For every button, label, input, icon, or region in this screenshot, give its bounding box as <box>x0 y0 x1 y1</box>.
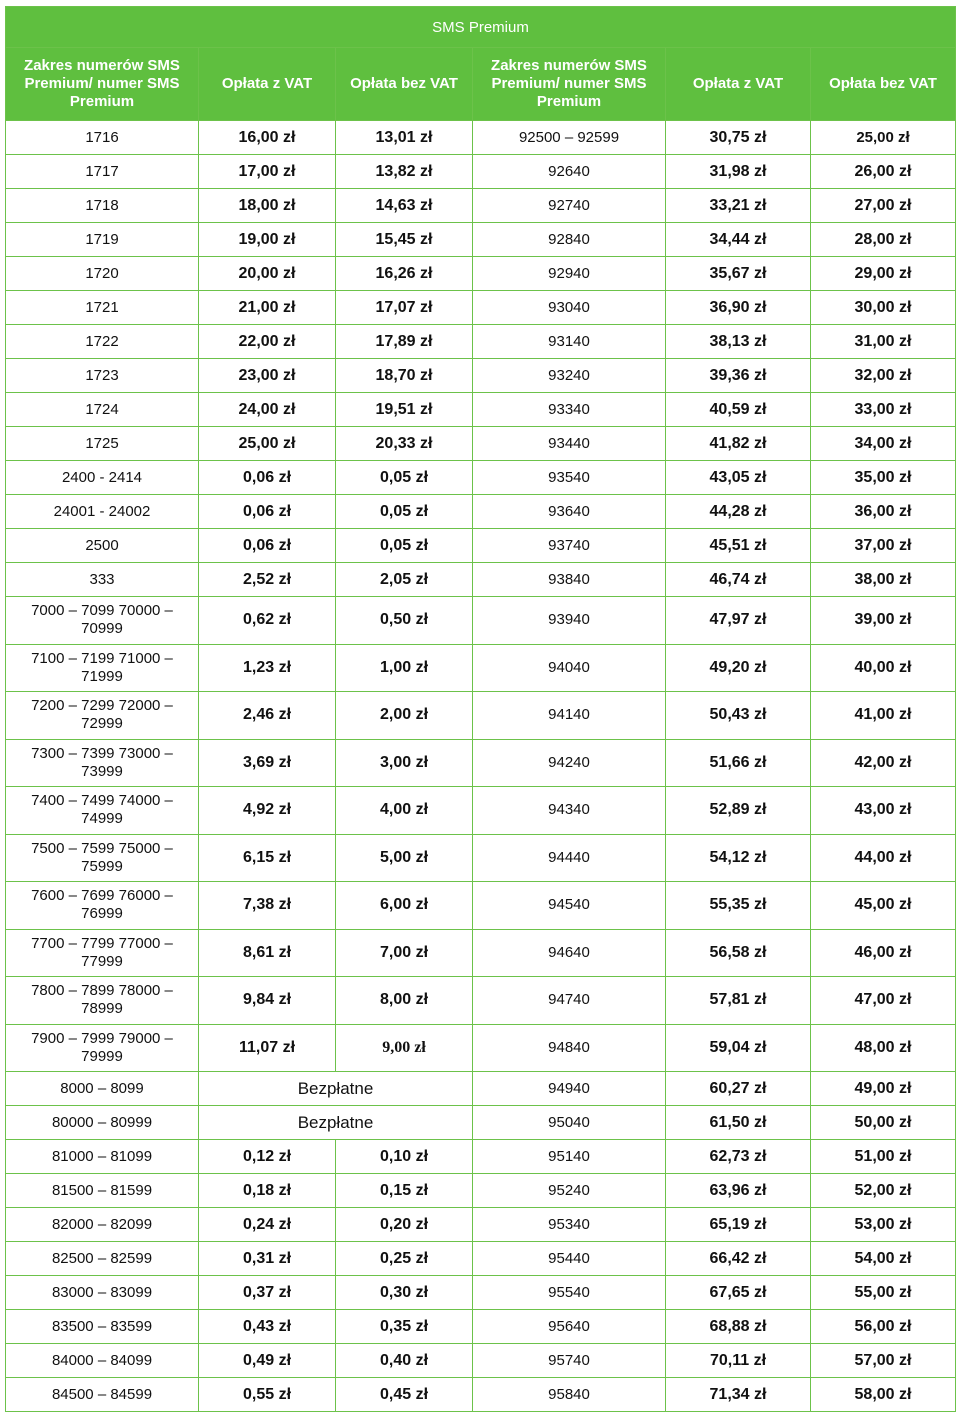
header-vat-right: Opłata z VAT <box>666 48 811 121</box>
price-vat-cell: 60,27 zł <box>666 1072 811 1106</box>
number-range-cell: 7300 – 7399 73000 – 73999 <box>6 739 199 787</box>
price-netto-cell: 29,00 zł <box>811 257 956 291</box>
table-title: SMS Premium <box>6 7 956 48</box>
price-vat-cell: 46,74 zł <box>666 563 811 597</box>
price-vat-cell: 0,06 zł <box>199 461 336 495</box>
price-vat-cell: 0,31 zł <box>199 1242 336 1276</box>
price-netto-cell: 0,05 zł <box>336 529 473 563</box>
price-netto-cell: 33,00 zł <box>811 393 956 427</box>
price-netto-cell: 6,00 zł <box>336 882 473 930</box>
table-row <box>6 1174 956 1208</box>
price-netto-cell: 0,05 zł <box>336 461 473 495</box>
price-netto-cell: 0,35 zł <box>336 1310 473 1344</box>
price-netto-cell: 0,20 zł <box>336 1208 473 1242</box>
price-vat-cell: 0,12 zł <box>199 1140 336 1174</box>
price-vat-cell: 70,11 zł <box>666 1344 811 1378</box>
table-row <box>6 529 956 563</box>
price-netto-cell: 0,50 zł <box>336 597 473 645</box>
price-netto-cell: 5,00 zł <box>336 834 473 882</box>
number-range-cell: 82500 – 82599 <box>6 1242 199 1276</box>
price-vat-cell: 54,12 zł <box>666 834 811 882</box>
price-vat-cell: 47,97 zł <box>666 597 811 645</box>
price-vat-cell: 52,89 zł <box>666 787 811 835</box>
price-netto-cell: 0,15 zł <box>336 1174 473 1208</box>
price-netto-cell: 4,00 zł <box>336 787 473 835</box>
price-vat-cell: 22,00 zł <box>199 325 336 359</box>
table-row <box>6 563 956 597</box>
price-netto-cell: 26,00 zł <box>811 155 956 189</box>
price-vat-cell: 8,61 zł <box>199 929 336 977</box>
header-range-left: Zakres numerów SMS Premium/ numer SMS Premium <box>6 48 199 121</box>
table-row <box>6 977 956 1025</box>
free-price-cell: Bezpłatne <box>199 1106 473 1140</box>
price-vat-cell: 0,06 zł <box>199 529 336 563</box>
price-netto-cell: 44,00 zł <box>811 834 956 882</box>
number-range-cell: 2400 - 2414 <box>6 461 199 495</box>
price-netto-cell: 50,00 zł <box>811 1106 956 1140</box>
price-vat-cell: 45,51 zł <box>666 529 811 563</box>
price-vat-cell: 49,20 zł <box>666 644 811 692</box>
price-vat-cell: 7,38 zł <box>199 882 336 930</box>
price-vat-cell: 21,00 zł <box>199 291 336 325</box>
price-vat-cell: 24,00 zł <box>199 393 336 427</box>
number-range-cell: 94140 <box>473 692 666 740</box>
price-vat-cell: 23,00 zł <box>199 359 336 393</box>
price-vat-cell: 67,65 zł <box>666 1276 811 1310</box>
table-row <box>6 739 956 787</box>
number-range-cell: 93740 <box>473 529 666 563</box>
number-range-cell: 8000 – 8099 <box>6 1072 199 1106</box>
price-netto-cell: 42,00 zł <box>811 739 956 787</box>
price-netto-cell: 0,05 zł <box>336 495 473 529</box>
price-vat-cell: 66,42 zł <box>666 1242 811 1276</box>
number-range-cell: 94240 <box>473 739 666 787</box>
number-range-cell: 95640 <box>473 1310 666 1344</box>
table-row <box>6 692 956 740</box>
price-netto-cell: 0,10 zł <box>336 1140 473 1174</box>
number-range-cell: 93140 <box>473 325 666 359</box>
table-row <box>6 121 956 155</box>
price-vat-cell: 0,62 zł <box>199 597 336 645</box>
number-range-cell: 7000 – 7099 70000 – 70999 <box>6 597 199 645</box>
price-netto-cell: 55,00 zł <box>811 1276 956 1310</box>
price-vat-cell: 34,44 zł <box>666 223 811 257</box>
price-vat-cell: 51,66 zł <box>666 739 811 787</box>
number-range-cell: 93440 <box>473 427 666 461</box>
number-range-cell: 1725 <box>6 427 199 461</box>
price-vat-cell: 0,18 zł <box>199 1174 336 1208</box>
price-netto-cell: 8,00 zł <box>336 977 473 1025</box>
price-netto-cell: 0,40 zł <box>336 1344 473 1378</box>
price-netto-cell: 14,63 zł <box>336 189 473 223</box>
table-row <box>6 597 956 645</box>
number-range-cell: 81500 – 81599 <box>6 1174 199 1208</box>
number-range-cell: 92840 <box>473 223 666 257</box>
price-netto-cell: 49,00 zł <box>811 1072 956 1106</box>
price-vat-cell: 44,28 zł <box>666 495 811 529</box>
number-range-cell: 94740 <box>473 977 666 1025</box>
number-range-cell: 1716 <box>6 121 199 155</box>
price-netto-cell: 19,51 zł <box>336 393 473 427</box>
price-vat-cell: 56,58 zł <box>666 929 811 977</box>
number-range-cell: 95240 <box>473 1174 666 1208</box>
price-vat-cell: 3,69 zł <box>199 739 336 787</box>
price-netto-cell: 45,00 zł <box>811 882 956 930</box>
price-vat-cell: 1,23 zł <box>199 644 336 692</box>
table-row <box>6 1140 956 1174</box>
number-range-cell: 93540 <box>473 461 666 495</box>
price-netto-cell: 0,25 zł <box>336 1242 473 1276</box>
number-range-cell: 95140 <box>473 1140 666 1174</box>
table-row <box>6 834 956 882</box>
price-vat-cell: 50,43 zł <box>666 692 811 740</box>
price-netto-cell: 9,00 zł <box>336 1024 473 1072</box>
price-netto-cell: 51,00 zł <box>811 1140 956 1174</box>
table-row <box>6 1242 956 1276</box>
price-netto-cell: 17,89 zł <box>336 325 473 359</box>
price-vat-cell: 35,67 zł <box>666 257 811 291</box>
price-netto-cell: 3,00 zł <box>336 739 473 787</box>
price-vat-cell: 0,37 zł <box>199 1276 336 1310</box>
price-vat-cell: 0,43 zł <box>199 1310 336 1344</box>
price-netto-cell: 13,82 zł <box>336 155 473 189</box>
number-range-cell: 1722 <box>6 325 199 359</box>
price-vat-cell: 11,07 zł <box>199 1024 336 1072</box>
number-range-cell: 95040 <box>473 1106 666 1140</box>
number-range-cell: 94640 <box>473 929 666 977</box>
table-row <box>6 291 956 325</box>
price-vat-cell: 16,00 zł <box>199 121 336 155</box>
number-range-cell: 95740 <box>473 1344 666 1378</box>
price-netto-cell: 34,00 zł <box>811 427 956 461</box>
number-range-cell: 92940 <box>473 257 666 291</box>
price-vat-cell: 36,90 zł <box>666 291 811 325</box>
price-netto-cell: 28,00 zł <box>811 223 956 257</box>
number-range-cell: 7100 – 7199 71000 – 71999 <box>6 644 199 692</box>
price-vat-cell: 43,05 zł <box>666 461 811 495</box>
price-vat-cell: 68,88 zł <box>666 1310 811 1344</box>
number-range-cell: 95340 <box>473 1208 666 1242</box>
price-vat-cell: 19,00 zł <box>199 223 336 257</box>
price-vat-cell: 25,00 zł <box>199 427 336 461</box>
price-netto-cell: 2,05 zł <box>336 563 473 597</box>
price-netto-cell: 52,00 zł <box>811 1174 956 1208</box>
price-netto-cell: 48,00 zł <box>811 1024 956 1072</box>
price-netto-cell: 18,70 zł <box>336 359 473 393</box>
number-range-cell: 94440 <box>473 834 666 882</box>
table-row <box>6 257 956 291</box>
table-row <box>6 1208 956 1242</box>
number-range-cell: 92740 <box>473 189 666 223</box>
price-netto-cell: 39,00 zł <box>811 597 956 645</box>
number-range-cell: 84500 – 84599 <box>6 1378 199 1412</box>
price-netto-cell: 57,00 zł <box>811 1344 956 1378</box>
number-range-cell: 95440 <box>473 1242 666 1276</box>
price-netto-cell: 40,00 zł <box>811 644 956 692</box>
price-vat-cell: 59,04 zł <box>666 1024 811 1072</box>
number-range-cell: 94540 <box>473 882 666 930</box>
price-vat-cell: 71,34 zł <box>666 1378 811 1412</box>
price-vat-cell: 61,50 zł <box>666 1106 811 1140</box>
number-range-cell: 1718 <box>6 189 199 223</box>
price-vat-cell: 63,96 zł <box>666 1174 811 1208</box>
header-netto-right: Opłata bez VAT <box>811 48 956 121</box>
number-range-cell: 95540 <box>473 1276 666 1310</box>
table-row <box>6 1344 956 1378</box>
table-row <box>6 1024 956 1072</box>
number-range-cell: 1724 <box>6 393 199 427</box>
price-vat-cell: 31,98 zł <box>666 155 811 189</box>
price-netto-cell: 32,00 zł <box>811 359 956 393</box>
number-range-cell: 84000 – 84099 <box>6 1344 199 1378</box>
price-vat-cell: 33,21 zł <box>666 189 811 223</box>
table-row <box>6 189 956 223</box>
price-vat-cell: 0,06 zł <box>199 495 336 529</box>
table-row <box>6 787 956 835</box>
table-row <box>6 929 956 977</box>
header-row <box>6 48 956 121</box>
price-vat-cell: 0,24 zł <box>199 1208 336 1242</box>
number-range-cell: 93240 <box>473 359 666 393</box>
price-netto-cell: 30,00 zł <box>811 291 956 325</box>
number-range-cell: 95840 <box>473 1378 666 1412</box>
number-range-cell: 94840 <box>473 1024 666 1072</box>
number-range-cell: 83000 – 83099 <box>6 1276 199 1310</box>
price-netto-cell: 27,00 zł <box>811 189 956 223</box>
price-vat-cell: 20,00 zł <box>199 257 336 291</box>
price-vat-cell: 0,55 zł <box>199 1378 336 1412</box>
number-range-cell: 7600 – 7699 76000 – 76999 <box>6 882 199 930</box>
number-range-cell: 7500 – 7599 75000 – 75999 <box>6 834 199 882</box>
number-range-cell: 2500 <box>6 529 199 563</box>
price-netto-cell: 2,00 zł <box>336 692 473 740</box>
number-range-cell: 7900 – 7999 79000 – 79999 <box>6 1024 199 1072</box>
price-netto-cell: 38,00 zł <box>811 563 956 597</box>
price-vat-cell: 2,46 zł <box>199 692 336 740</box>
table-row <box>6 223 956 257</box>
price-vat-cell: 57,81 zł <box>666 977 811 1025</box>
price-netto-cell: 7,00 zł <box>336 929 473 977</box>
number-range-cell: 94940 <box>473 1072 666 1106</box>
number-range-cell: 82000 – 82099 <box>6 1208 199 1242</box>
price-netto-cell: 54,00 zł <box>811 1242 956 1276</box>
price-netto-cell: 31,00 zł <box>811 325 956 359</box>
number-range-cell: 94340 <box>473 787 666 835</box>
header-netto-left: Opłata bez VAT <box>336 48 473 121</box>
table-row <box>6 1106 956 1140</box>
price-netto-cell: 46,00 zł <box>811 929 956 977</box>
header-vat-left: Opłata z VAT <box>199 48 336 121</box>
price-netto-cell: 43,00 zł <box>811 787 956 835</box>
number-range-cell: 81000 – 81099 <box>6 1140 199 1174</box>
price-vat-cell: 4,92 zł <box>199 787 336 835</box>
price-netto-cell: 17,07 zł <box>336 291 473 325</box>
table-row <box>6 495 956 529</box>
price-netto-cell: 41,00 zł <box>811 692 956 740</box>
price-netto-cell: 36,00 zł <box>811 495 956 529</box>
price-vat-cell: 17,00 zł <box>199 155 336 189</box>
price-vat-cell: 41,82 zł <box>666 427 811 461</box>
price-netto-cell: 13,01 zł <box>336 121 473 155</box>
price-netto-cell: 0,30 zł <box>336 1276 473 1310</box>
price-vat-cell: 65,19 zł <box>666 1208 811 1242</box>
table-row <box>6 461 956 495</box>
price-netto-cell: 56,00 zł <box>811 1310 956 1344</box>
number-range-cell: 1717 <box>6 155 199 189</box>
price-netto-cell: 25,00 zł <box>811 121 956 155</box>
price-vat-cell: 39,36 zł <box>666 359 811 393</box>
number-range-cell: 93040 <box>473 291 666 325</box>
price-vat-cell: 62,73 zł <box>666 1140 811 1174</box>
number-range-cell: 80000 – 80999 <box>6 1106 199 1140</box>
price-netto-cell: 16,26 zł <box>336 257 473 291</box>
table-row <box>6 1276 956 1310</box>
price-netto-cell: 47,00 zł <box>811 977 956 1025</box>
price-vat-cell: 6,15 zł <box>199 834 336 882</box>
number-range-cell: 94040 <box>473 644 666 692</box>
price-netto-cell: 1,00 zł <box>336 644 473 692</box>
price-netto-cell: 20,33 zł <box>336 427 473 461</box>
number-range-cell: 7200 – 7299 72000 – 72999 <box>6 692 199 740</box>
price-vat-cell: 2,52 zł <box>199 563 336 597</box>
number-range-cell: 1723 <box>6 359 199 393</box>
number-range-cell: 7700 – 7799 77000 – 77999 <box>6 929 199 977</box>
table-row <box>6 644 956 692</box>
price-vat-cell: 38,13 zł <box>666 325 811 359</box>
number-range-cell: 1721 <box>6 291 199 325</box>
number-range-cell: 7800 – 7899 78000 – 78999 <box>6 977 199 1025</box>
number-range-cell: 7400 – 7499 74000 – 74999 <box>6 787 199 835</box>
number-range-cell: 1720 <box>6 257 199 291</box>
table-row <box>6 359 956 393</box>
sms-premium-table <box>5 6 956 1412</box>
number-range-cell: 93940 <box>473 597 666 645</box>
price-netto-cell: 35,00 zł <box>811 461 956 495</box>
table-row <box>6 1072 956 1106</box>
table-row <box>6 155 956 189</box>
table-row <box>6 325 956 359</box>
number-range-cell: 333 <box>6 563 199 597</box>
number-range-cell: 24001 - 24002 <box>6 495 199 529</box>
price-vat-cell: 30,75 zł <box>666 121 811 155</box>
number-range-cell: 93840 <box>473 563 666 597</box>
number-range-cell: 92500 – 92599 <box>473 121 666 155</box>
pricing-table-container <box>5 6 955 1412</box>
price-netto-cell: 0,45 zł <box>336 1378 473 1412</box>
table-row <box>6 393 956 427</box>
free-price-cell: Bezpłatne <box>199 1072 473 1106</box>
price-vat-cell: 18,00 zł <box>199 189 336 223</box>
header-range-right: Zakres numerów SMS Premium/ numer SMS Premium <box>473 48 666 121</box>
price-netto-cell: 37,00 zł <box>811 529 956 563</box>
number-range-cell: 1719 <box>6 223 199 257</box>
price-netto-cell: 53,00 zł <box>811 1208 956 1242</box>
table-row <box>6 882 956 930</box>
price-netto-cell: 58,00 zł <box>811 1378 956 1412</box>
number-range-cell: 92640 <box>473 155 666 189</box>
price-vat-cell: 55,35 zł <box>666 882 811 930</box>
price-netto-cell: 15,45 zł <box>336 223 473 257</box>
price-vat-cell: 9,84 zł <box>199 977 336 1025</box>
number-range-cell: 93340 <box>473 393 666 427</box>
price-vat-cell: 40,59 zł <box>666 393 811 427</box>
number-range-cell: 83500 – 83599 <box>6 1310 199 1344</box>
table-row <box>6 1378 956 1412</box>
price-vat-cell: 0,49 zł <box>199 1344 336 1378</box>
table-row <box>6 427 956 461</box>
table-body <box>6 121 956 1412</box>
number-range-cell: 93640 <box>473 495 666 529</box>
table-row <box>6 1310 956 1344</box>
